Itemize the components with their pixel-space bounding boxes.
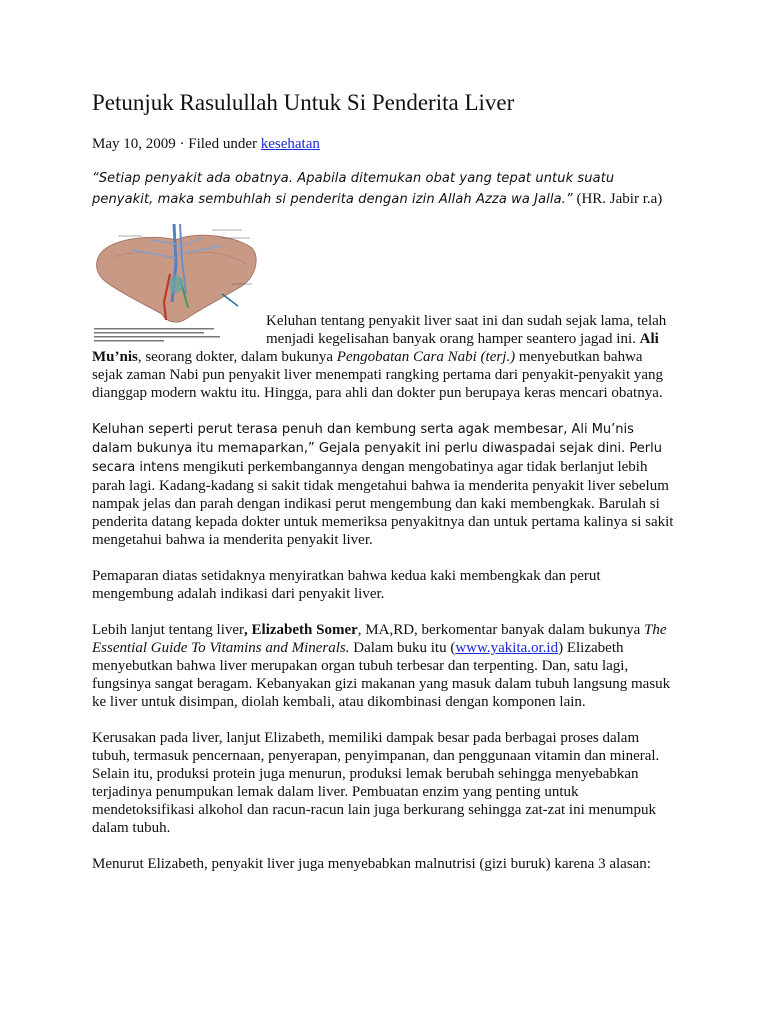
paragraph-1: Keluhan tentang penyakit liver saat ini dan sudah sejak lama, telah menjadi kegelisahan banyak orang hamper seantero jagad ini. Ali Mu’nis, seorang dokter, dalam bukunya Pengobatan Cara Nabi (terj.) menyebutkan bahwa sejak zaman Nabi pun penyakit liver menempati rangking pertama dari penyakit-penyakit yang dianggap modern waktu itu. Hingga, para ahli dan dokter pun berupaya keras mencari obatnya. — [92, 313, 667, 401]
intro-section — [92, 224, 676, 402]
author-ali-munis: Ali Mu’nis — [92, 331, 659, 365]
paragraph-2: Keluhan seperti perut terasa penuh dan kembung serta agak membesar, Ali Mu’nis dalam bukunya itu memaparkan,” Gejala penyakit ini perlu diwaspadai sejak dini. Perlu secara intens mengikuti perkembangannya dengan mengobatinya agar tidak berlanjut lebih parah lagi. Kadang-kadang si sakit tidak mengetahui bahwa ia menderita penyakit liver sebelum nampak jelas dan parah dengan indikasi perut mengembung dan kaki membengkak. Barulah si penderita datang kepada dokter untuk memeriksa penyakitnya dan untuk pertama kalinya si sakit mengetahui bahwa ia menderita penyakit liver. — [92, 422, 674, 548]
hadith-quote — [92, 168, 676, 210]
post-date: May 10, 2009 — [92, 136, 176, 152]
meta-separator: · — [175, 136, 189, 152]
quote-text: “Setiap penyakit ada obatnya. Apabila ditemukan obat yang tepat untuk suatu penyakit, maka sembuhlah si penderita dengan izin Allah Azza wa Jalla.” — [92, 171, 615, 207]
author-elizabeth-somer: , Elizabeth Somer — [244, 622, 358, 638]
category-link[interactable]: kesehatan — [260, 136, 320, 152]
book-title-1: Pengobatan Cara Nabi (terj.) — [336, 349, 516, 365]
article-title: Petunjuk Rasulullah Untuk Si Penderita Liver — [92, 90, 515, 115]
paragraph-3: Pemaparan diatas setidaknya menyiratkan bahwa kedua kaki membengkak dan perut mengembung adalah indikasi dari penyakit liver. — [92, 568, 601, 602]
post-meta — [92, 134, 676, 154]
liver-anatomy-illustration — [92, 224, 262, 348]
paragraph-4: Lebih lanjut tentang liver, Elizabeth Somer, MA,RD, berkomentar banyak dalam bukunya The Essential Guide To Vitamins and Minerals. Dalam buku itu (www.yakita.or.id) Elizabeth menyebutkan bahwa liver merupakan organ tubuh terbesar dan terpenting. Dan, satu lagi, fungsinya sangat beragam. Kebanyakan gizi makanan yang masuk dalam tubuh langsung masuk ke liver untuk disimpan, diolah kembali, atau dikombinasi dengan komponen lain. — [92, 622, 671, 710]
paragraph-6: Menurut Elizabeth, penyakit liver juga menyebabkan malnutrisi (gizi buruk) karena 3 alasan: — [92, 856, 651, 872]
paragraph-5: Kerusakan pada liver, lanjut Elizabeth, memiliki dampak besar pada berbagai proses dalam tubuh, termasuk pencernaan, penyerapan, penyimpanan, dan penggunaan vitamin dan mineral. Selain itu, produksi protein juga menurun, produksi lemak berubah sehingga menyebabkan terjadinya penumpukan lemak dalam liver. Pembuatan enzim yang penting untuk mendetoksifikasi alkohol dan racun-racun lain juga berkurang sehingga zat-zat ini menumpuk dalam tubuh. — [92, 730, 660, 836]
filed-under-label: Filed under — [188, 136, 261, 152]
yakita-link[interactable]: www.yakita.or.id — [455, 640, 559, 656]
quote-source: (HR. Jabir r.a) — [572, 191, 663, 207]
book-title-2: The Essential Guide To Vitamins and Minerals. — [92, 622, 667, 656]
